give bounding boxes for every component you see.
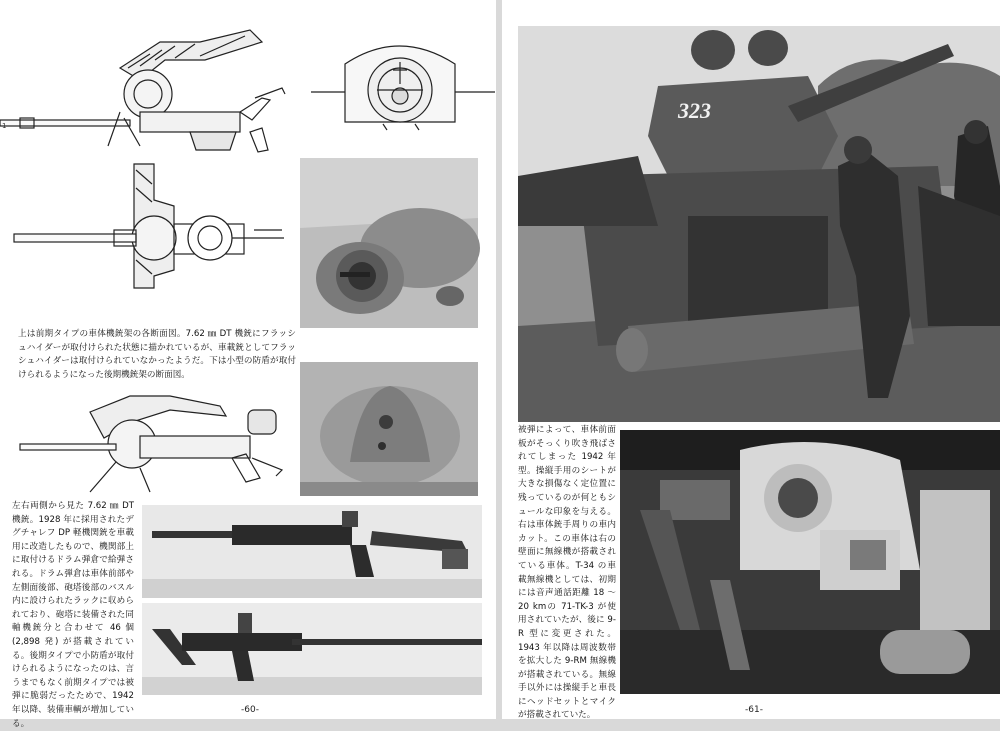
left-page xyxy=(0,0,496,729)
early-mount-front-view-drawing xyxy=(305,34,500,130)
hull-gunner-interior-photo xyxy=(620,430,1000,694)
dt-gun-right-side-photo xyxy=(142,505,482,598)
mount-exterior-photo xyxy=(300,158,478,328)
right-page xyxy=(502,0,1000,719)
turret-number-323: 323 xyxy=(678,98,711,123)
damaged-t34-photo xyxy=(518,26,1000,422)
left-page-number: -60- xyxy=(241,705,259,715)
dt-gun-left-side-photo xyxy=(142,603,482,695)
early-mount-top-section-drawing xyxy=(14,160,304,290)
svg-text:1: 1 xyxy=(2,122,7,130)
right-page-number: -61- xyxy=(745,705,763,715)
dt-machine-gun-caption: 左右両側から見た 7.62 ㎜ DT 機銃。1928 年に採用されたデグチャレフ DP 軽機関銃を車載用に改造したもので、機関部上に取付けるドラム弾倉で給弾される。ドラム弾倉は車体前部や左側面後部、砲塔後部のバスル内に設けられたラックに収められており、砲塔に装備された同軸機銃分と合わせて 46 個 (2,898 発) が搭載されている。後期タイプで小防盾が取付けられるようになったのは、言うまでもなく前期タイプでは被弾に脆弱だったためで、1942 年以降、装備車輌が増加している。 xyxy=(12,501,134,729)
late-mount-section-drawing xyxy=(20,392,300,496)
late-mount-shield-photo xyxy=(300,362,478,496)
right-page-caption: 被弾によって、車体前面板がそっくり吹き飛ばされてしまった 1942 年型。操縦手用のシートが大きな損傷なく定位置に残っているのが何ともシュールな印象を与える。右は車体銃手周りの車内カット。この車体は右の壁面に無線機が搭載されている車体。T-34 の車載無線機としては、初期には音声通話距離 18 ～ 20 kmの 71-TK-3 が使用されていたが、後に 9-R 型に変更された。1943 年以降は周波数帯を拡大した 9-RM 無線機が搭載されている。無線手以外には操縦手と車長にヘッドセットとマイクが搭載されていた。 xyxy=(518,425,616,721)
top-drawings-caption: 上は前期タイプの車体機銃架の各断面図。7.62 ㎜ DT 機銃にフラッシュハイダーが取付けられた状態に描かれているが、車載銃としてフラッシュハイダーは取付けられていなかったようだ。下は小型の防盾が取付けられるようになった後期機銃架の断面図。 xyxy=(18,329,296,380)
early-mount-side-section-drawing xyxy=(0,28,300,156)
